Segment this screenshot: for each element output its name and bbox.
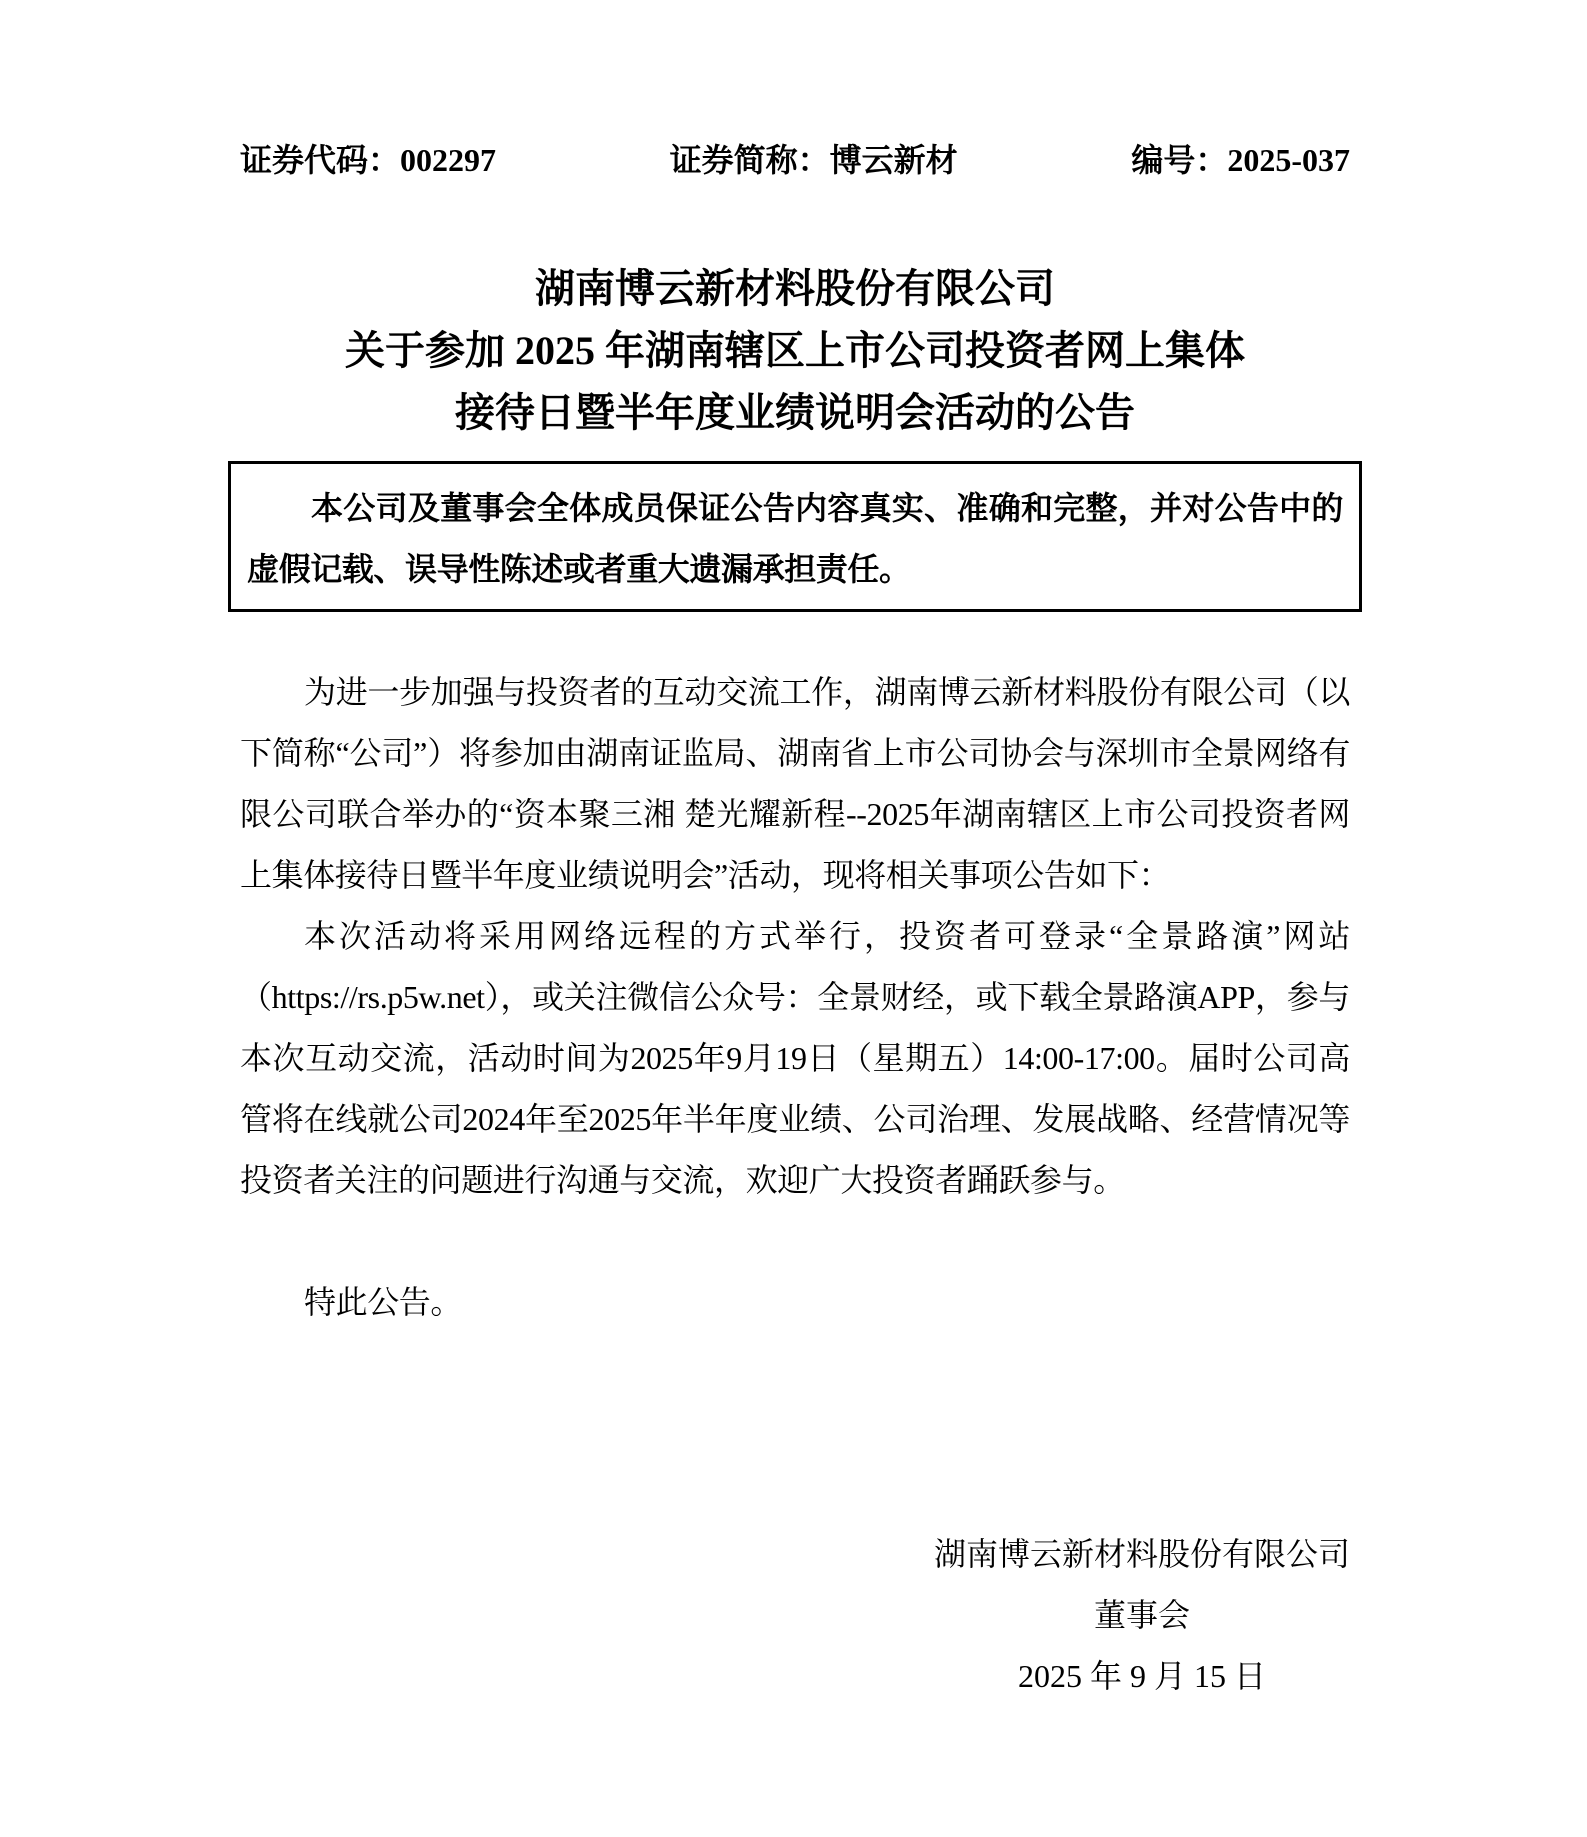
doc-title <box>240 258 1350 444</box>
doc-header <box>240 140 1350 180</box>
doc-title-line-3: 接待日暨半年度业绩说明会活动的公告 <box>455 390 1135 435</box>
closing-statement: 特此公告。 <box>304 1284 463 1320</box>
announcement-number: 编号：2025-037 <box>1131 142 1350 178</box>
doc-title-line-1: 湖南博云新材料股份有限公司 <box>535 266 1055 311</box>
paragraph-activity-intro: 为进一步加强与投资者的互动交流工作，湖南博云新材料股份有限公司（以下简称“公司”）将参加由湖南证监局、湖南省上市公司协会与深圳市全景网络有限公司联合举办的“资本聚三湘 楚光耀新程--2025年湖南辖区上市公司投资者网上集体接待日暨半年度业绩说明会”活动，现将相关事项公告如下： <box>240 674 1350 893</box>
signature-date: 2025 年 9 月 15 日 <box>1017 1658 1266 1694</box>
paragraph-activity-details: 本次活动将采用网络远程的方式举行，投资者可登录“全景路演”网站（https://rs.p5w.net），或关注微信公众号：全景财经，或下载全景路演APP，参与本次互动交流，活动时间为2025年9月19日（星期五）14:00-17:00。届时公司高管将在线就公司2024年至2025年半年度业绩、公司治理、发展战略、经营情况等投资者关注的问题进行沟通与交流，欢迎广大投资者踊跃参与。 <box>240 918 1350 1198</box>
signature-board: 董事会 <box>1093 1597 1190 1633</box>
stock-code: 证券代码：002297 <box>240 142 497 178</box>
signature-company: 湖南博云新材料股份有限公司 <box>933 1536 1350 1572</box>
disclaimer-text: 本公司及董事会全体成员保证公告内容真实、准确和完整，并对公告中的虚假记载、误导性陈述或者重大遗漏承担责任。 <box>247 490 1343 587</box>
signature-block <box>934 1524 1350 1707</box>
disclaimer-box <box>228 461 1362 612</box>
stock-short-name: 证券简称：博云新材 <box>669 142 958 178</box>
doc-title-line-2: 关于参加 2025 年湖南辖区上市公司投资者网上集体 <box>345 328 1245 373</box>
